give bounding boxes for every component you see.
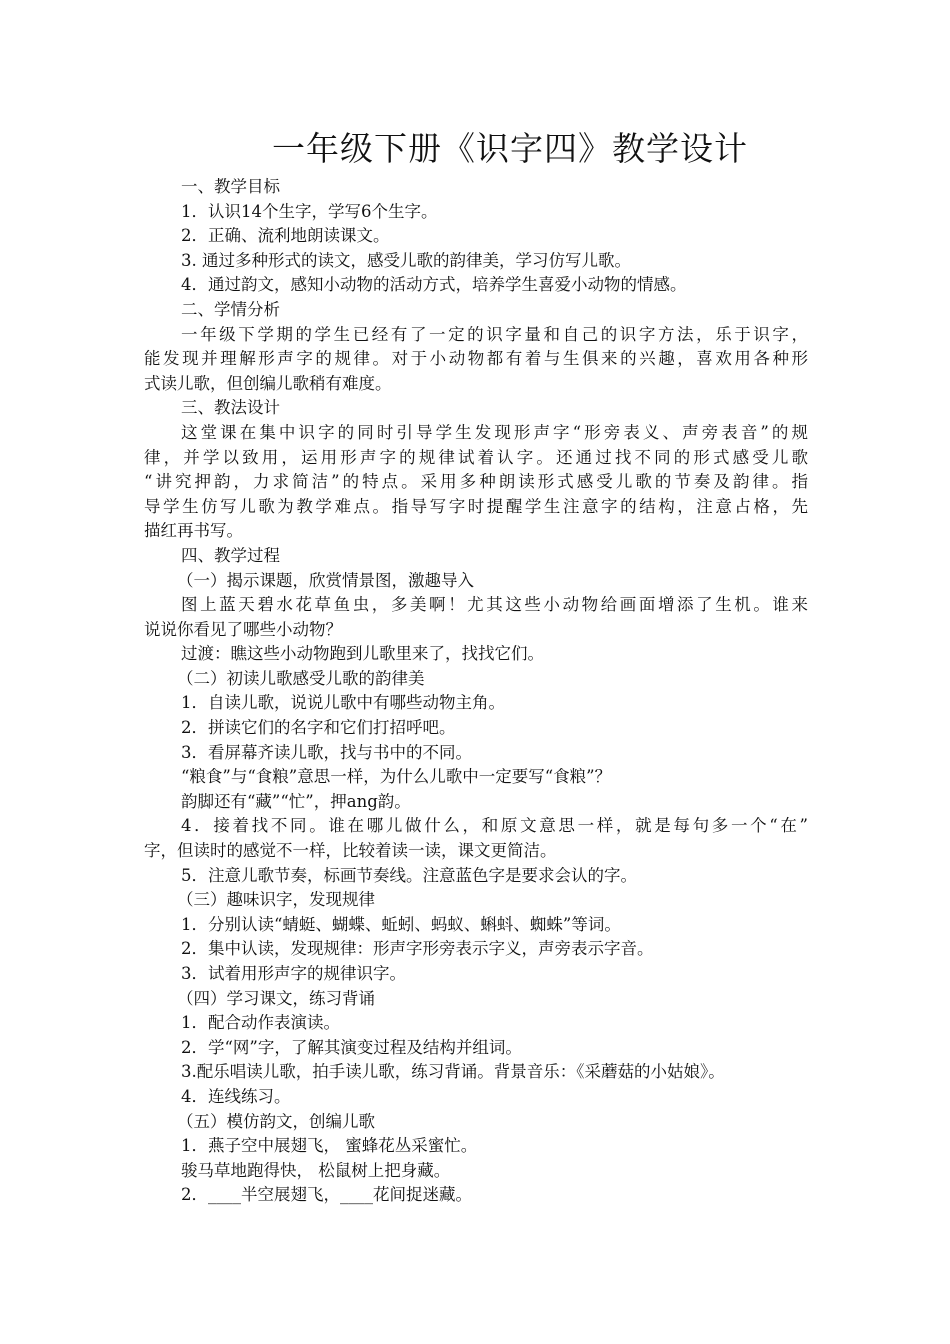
text-line: 四、教学过程 bbox=[181, 545, 280, 565]
text-line: 1．燕子空中展翅飞， 蜜蜂花丛采蜜忙。 bbox=[181, 1136, 478, 1156]
text-line: 能发现并理解形声字的规律。对于小动物都有着与生俱来的兴趣，喜欢用各种形 bbox=[144, 349, 808, 369]
text-line: 一年级下学期的学生已经有了一定的识字量和自己的识字方法，乐于识字， bbox=[181, 324, 808, 344]
text-line: 导学生仿写儿歌为教学难点。指导写字时提醒学生注意字的结构，注意占格，先 bbox=[144, 496, 808, 516]
text-line: 描红再书写。 bbox=[144, 521, 243, 541]
text-line: 1．分别认读“蜻蜓、蝴蝶、蚯蚓、蚂蚁、蝌蚪、蜘蛛”等词。 bbox=[181, 914, 621, 934]
text-line: “粮食”与“食粮”意思一样，为什么儿歌中一定要写“食粮”？ bbox=[181, 767, 612, 787]
text-line: 式读儿歌，但创编儿歌稍有难度。 bbox=[144, 373, 392, 393]
text-line: 3．试着用形声字的规律识字。 bbox=[181, 964, 406, 983]
text-line: 过渡：瞧这些小动物跑到儿歌里来了，找找它们。 bbox=[181, 644, 544, 664]
text-line: “讲究押韵，力求简洁”的特点。采用多种朗读形式感受儿歌的节奏及韵律。指 bbox=[144, 472, 808, 492]
text-line: 一、教学目标 bbox=[181, 177, 280, 196]
text-line: 字，但读时的感觉不一样，比较着读一读，课文更简洁。 bbox=[144, 841, 557, 861]
text-line: 三、教法设计 bbox=[181, 398, 280, 418]
text-line: 说说你看见了哪些小动物？ bbox=[144, 619, 342, 639]
text-line: （二）初读儿歌感受儿歌的韵律美 bbox=[177, 668, 425, 688]
text-line: 1．自读儿歌，说说儿歌中有哪些动物主角。 bbox=[181, 693, 505, 713]
text-line: 韵脚还有“藏”“忙”，押ang韵。 bbox=[181, 791, 411, 811]
text-line: 4．接着找不同。谁在哪儿做什么，和原文意思一样，就是每句多一个“在” bbox=[181, 816, 808, 836]
text-line: 4．连线练习。 bbox=[181, 1086, 291, 1106]
text-line: 2．____半空展翅飞，____花间捉迷藏。 bbox=[181, 1185, 472, 1205]
text-line: 律，并学以致用，运用形声字的规律试着认字。还通过找不同的形式感受儿歌 bbox=[144, 447, 808, 467]
text-line: 2．拼读它们的名字和它们打招呼吧。 bbox=[181, 718, 456, 738]
text-line: 4．通过韵文，感知小动物的活动方式，培养学生喜爱小动物的情感。 bbox=[181, 275, 687, 295]
text-line: 这堂课在集中识字的同时引导学生发现形声字“形旁表义、声旁表音”的规 bbox=[181, 422, 808, 442]
text-line: 3.配乐唱读儿歌，拍手读儿歌，练习背诵。背景音乐：《采蘑菇的小姑娘》。 bbox=[181, 1062, 725, 1082]
text-line: 2．集中认读，发现规律：形声字形旁表示字义，声旁表示字音。 bbox=[181, 939, 654, 959]
document-title: 一年级下册《识字四》教学设计 bbox=[272, 129, 748, 168]
text-line: （五）模仿韵文，创编儿歌 bbox=[177, 1111, 375, 1131]
text-line: 2．正确、流利地朗读课文。 bbox=[181, 226, 390, 246]
document-body bbox=[144, 175, 808, 1208]
text-line: 3．看屏幕齐读儿歌，找与书中的不同。 bbox=[181, 742, 472, 762]
text-line: 二、学情分析 bbox=[181, 299, 280, 319]
text-line: 图上蓝天碧水花草鱼虫，多美啊！尤其这些小动物给画面增添了生机。谁来 bbox=[181, 595, 808, 615]
text-line: 2．学“网”字，了解其演变过程及结构并组词。 bbox=[181, 1037, 522, 1057]
text-line: 3. 通过多种形式的读文，感受儿歌的韵律美，学习仿写儿歌。 bbox=[181, 250, 631, 270]
text-line: （三）趣味识字，发现规律 bbox=[177, 890, 375, 910]
text-line: 骏马草地跑得快， 松鼠树上把身藏。 bbox=[181, 1160, 451, 1180]
text-line: 1．配合动作表演读。 bbox=[181, 1013, 340, 1033]
text-line: 1．认识14个生字，学写6个生字。 bbox=[181, 201, 438, 221]
text-line: （四）学习课文，练习背诵 bbox=[177, 988, 375, 1008]
text-line: （一）揭示课题，欣赏情景图，激趣导入 bbox=[177, 570, 474, 590]
text-line: 5．注意儿歌节奏，标画节奏线。注意蓝色字是要求会认的字。 bbox=[181, 865, 637, 885]
